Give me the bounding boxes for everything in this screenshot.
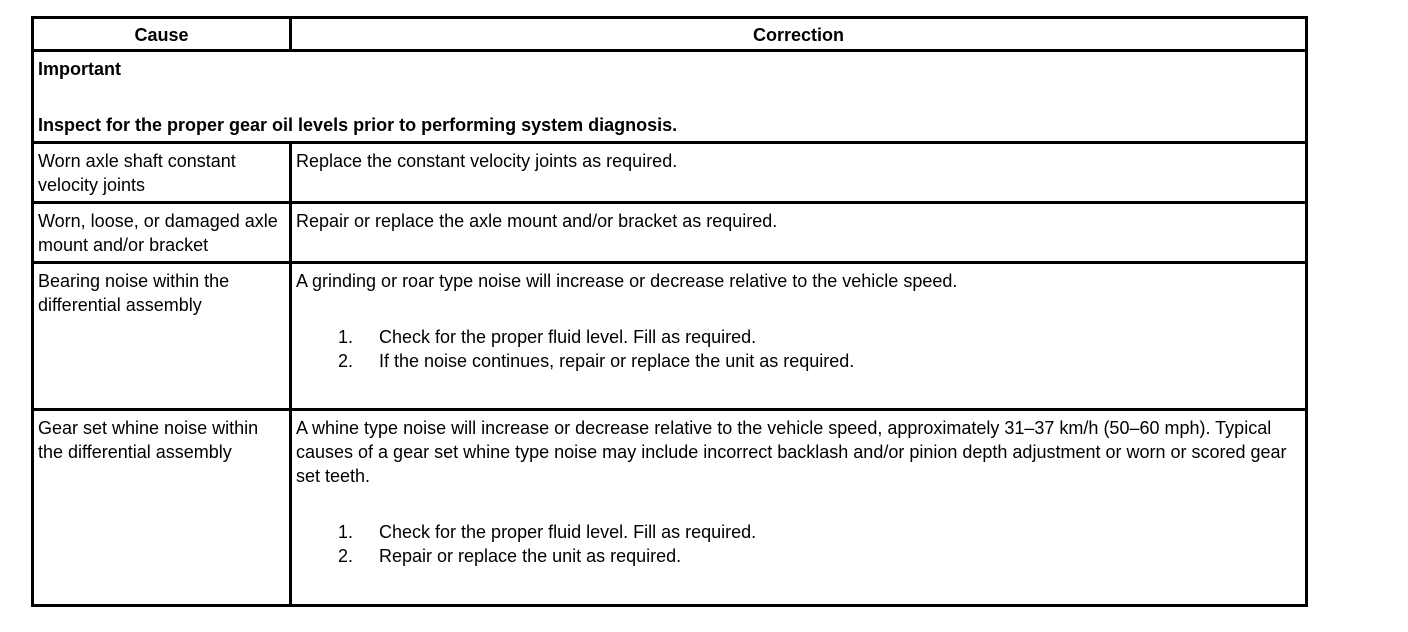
correction-text: A whine type noise will increase or decrease relative to the vehicle speed, approximately 31–37 km/h (50–60 mph). Typical causes of a gear set whine type noise may include incorrect backlash and/or pinion depth adjustment or worn or scored gear set teeth. xyxy=(296,418,1287,486)
diagnosis-table xyxy=(31,16,1308,607)
correction-cell xyxy=(291,143,1307,203)
list-item xyxy=(296,544,1301,568)
step-text: Repair or replace the unit as required. xyxy=(379,546,682,566)
correction-text: Repair or replace the axle mount and/or bracket as required. xyxy=(296,211,778,231)
important-row xyxy=(33,51,1307,143)
correction-text: Replace the constant velocity joints as required. xyxy=(296,151,678,171)
step-text: Check for the proper fluid level. Fill as required. xyxy=(379,327,757,347)
important-title: Important xyxy=(38,59,121,79)
step-number: 1. xyxy=(338,522,354,542)
list-item xyxy=(296,325,1301,349)
table-row xyxy=(33,263,1307,410)
table-row xyxy=(33,143,1307,203)
step-number: 2. xyxy=(338,351,354,371)
header-correction: Correction xyxy=(291,18,1307,51)
header-row xyxy=(33,18,1307,51)
step-text: If the noise continues, repair or replace the unit as required. xyxy=(379,351,855,371)
step-number: 1. xyxy=(338,327,354,347)
step-list xyxy=(296,325,1301,373)
important-text: Inspect for the proper gear oil levels prior to performing system diagnosis. xyxy=(38,115,678,135)
correction-cell xyxy=(291,263,1307,410)
header-cause: Cause xyxy=(33,18,291,51)
list-item xyxy=(296,349,1301,373)
cause-cell: Worn axle shaft constant velocity joints xyxy=(33,143,291,203)
cause-cell: Gear set whine noise within the differential assembly xyxy=(33,410,291,606)
correction-cell xyxy=(291,203,1307,263)
step-text: Check for the proper fluid level. Fill as required. xyxy=(379,522,757,542)
table-row xyxy=(33,203,1307,263)
cause-cell: Bearing noise within the differential assembly xyxy=(33,263,291,410)
correction-cell xyxy=(291,410,1307,606)
list-item xyxy=(296,520,1301,544)
step-number: 2. xyxy=(338,546,354,566)
table-row xyxy=(33,410,1307,606)
cause-cell: Worn, loose, or damaged axle mount and/or bracket xyxy=(33,203,291,263)
important-cell xyxy=(33,51,1307,143)
correction-text: A grinding or roar type noise will increase or decrease relative to the vehicle speed. xyxy=(296,271,958,291)
step-list xyxy=(296,520,1301,568)
